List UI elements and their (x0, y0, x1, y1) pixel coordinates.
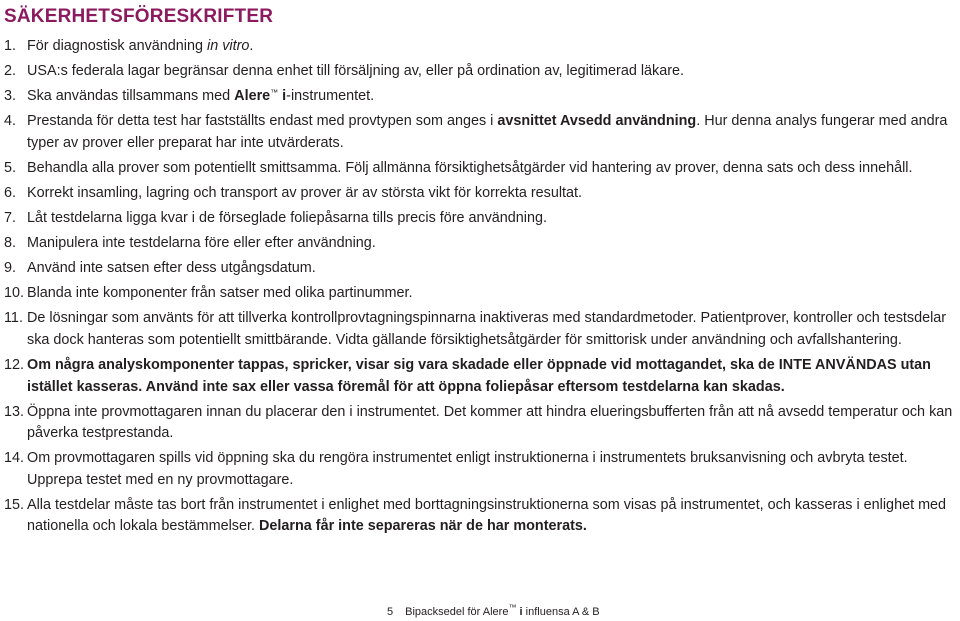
item-bold-text: Om några analyskomponenter tappas, spricker, visar sig vara skadade eller öppnade vid mottagandet, ska de INTE ANVÄNDAS utan istället kasseras. Använd inte sax eller vassa föremål för att öppna foliepåsar eftersom testdelarna kan skadas. (27, 357, 931, 395)
list-item-2 (4, 61, 956, 83)
item-text: Behandla alla prover som potentiellt smittsamma. Följ allmänna försiktighetsåtgärder vid hantering av prover, denna sats och dess innehåll. (27, 159, 913, 176)
item-text: Korrekt insamling, lagring och transport av prover är av största vikt för korrekta resultat. (27, 184, 583, 201)
list-item-1 (4, 36, 956, 58)
item-number: 2. (4, 63, 17, 80)
item-number: 3. (4, 88, 17, 105)
footer-trademark-symbol: ™ (508, 603, 517, 612)
footer-brand: i (516, 606, 523, 618)
item-number: 11. (4, 310, 23, 327)
list-item-13 (4, 402, 956, 445)
item-text-end: . (249, 38, 254, 54)
item-italic-text: in vitro (207, 38, 250, 54)
footer-text-end: influensa A & B (522, 606, 600, 618)
list-item-9 (4, 258, 956, 280)
list-item-10 (4, 283, 956, 305)
page-footer (387, 603, 600, 618)
item-number: 1. (4, 38, 17, 54)
list-item-5 (4, 158, 956, 180)
item-text: USA:s federala lagar begränsar denna enhet till försäljning av, eller på ordination av, legitimerad läkare. (27, 63, 685, 80)
item-number: 8. (4, 235, 17, 252)
item-number: 9. (4, 260, 17, 277)
item-number: 4. (4, 113, 17, 130)
item-text: Låt testdelarna ligga kvar i de förseglade foliepåsarna tills precis före användning. (27, 210, 547, 227)
item-number: 13. (4, 403, 25, 420)
item-text-end: . Hur denna analys fungerar med andra typer av prover eller preparat har inte utvärderats. (27, 113, 948, 151)
item-text: Om provmottagaren spills vid öppning ska du rengöra instrumentet enligt instruktionerna i instrumentets bruksanvisning och avbryta testet. Upprepa testet med en ny provmottagare. (27, 450, 908, 488)
item-text: För diagnostisk användning (27, 38, 207, 54)
item-bold-text: avsnittet Avsedd användning (497, 113, 697, 130)
item-number: 6. (4, 184, 17, 201)
item-text: Ska användas tillsammans med (27, 88, 235, 105)
item-number: 10. (4, 285, 25, 302)
item-number: 15. (4, 496, 25, 513)
list-item-12 (4, 355, 956, 398)
brand-name: Alere (234, 88, 271, 105)
list-item-3 (4, 86, 956, 108)
item-number: 7. (4, 210, 17, 227)
item-text: Använd inte satsen efter dess utgångsdatum. (27, 260, 316, 277)
footer-text: Bipacksedel för Alere (405, 606, 509, 618)
precautions-list (4, 36, 956, 541)
instrument-name: i (278, 88, 287, 105)
item-text: Blanda inte komponenter från satser med olika partinummer. (27, 285, 413, 302)
list-item-6 (4, 183, 956, 205)
list-item-7 (4, 208, 956, 230)
list-item-8 (4, 233, 956, 255)
list-item-14 (4, 448, 956, 491)
item-text: Alla testdelar måste tas bort från instrumentet i enlighet med borttagningsinstruktionerna som visas på instrumentet, och kasseras i enlighet med nationella och lokala bestämmelser. (27, 496, 947, 535)
item-text: Prestanda för detta test har fastställts endast med provtypen som anges i (27, 113, 498, 130)
item-bold-text: Delarna får inte separeras när de har monterats. (258, 518, 587, 535)
item-text: Manipulera inte testdelarna före eller efter användning. (27, 235, 376, 252)
item-number: 12. (4, 357, 25, 374)
page-title: SÄKERHETSFÖRESKRIFTER (4, 6, 274, 27)
page-number: 5 (387, 606, 394, 618)
item-number: 5. (4, 159, 17, 176)
list-item-11 (4, 308, 956, 351)
list-item-15 (4, 495, 956, 538)
item-text: Öppna inte provmottagaren innan du placerar den i instrumentet. Det kommer att hindra elueringsbufferten från att nå avsedd temperatur och kan påverka testprestanda. (27, 403, 953, 442)
item-text: De lösningar som använts för att tillverka kontrollprovtagningspinnarna inaktiveras med standardmetoder. Patientprover, kontroller och testsdelar ska dock hanteras som potentiellt smittbärande. Vidta gällande försiktighetsåtgärder för smittorisk under användning och avfallshantering. (27, 310, 947, 348)
list-item-4 (4, 111, 956, 154)
trademark-symbol: ™ (270, 88, 279, 98)
item-text-end: -instrumentet. (286, 88, 375, 105)
item-number: 14. (4, 450, 25, 467)
